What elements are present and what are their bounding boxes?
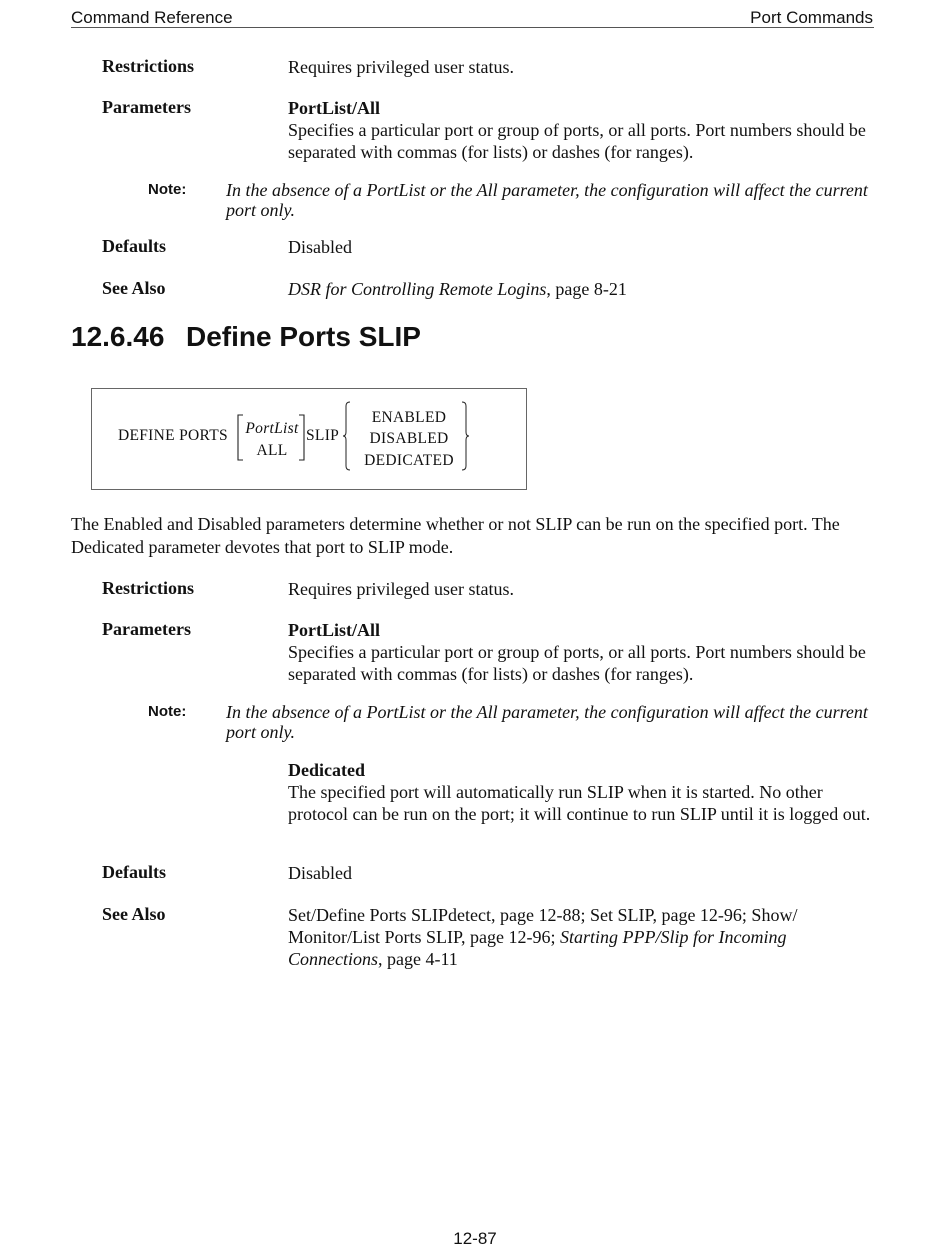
header-rule (71, 27, 874, 28)
see-also-page: , page 8-21 (546, 279, 627, 299)
syntax-option-enabled: ENABLED (371, 409, 447, 426)
syntax-option-portlist: PortList (245, 420, 299, 437)
see-also-text (288, 278, 878, 300)
note-text: In the absence of a PortList or the All parameter, the configuration will affect the current port only. (226, 702, 868, 742)
see-also-italic-reference: Starting PPP/Slip for Incoming Connections (288, 927, 787, 969)
section-title: Define Ports SLIP (186, 321, 421, 352)
restrictions-label: Restrictions (102, 56, 194, 76)
section-description: The Enabled and Disabled parameters determine whether or not SLIP can be run on the specified port. The Dedicated parameter devotes that port to SLIP mode. (71, 514, 840, 557)
defaults-label: Defaults (102, 236, 166, 256)
note-label: Note: (148, 181, 187, 198)
parameter-name: PortList/All (288, 620, 380, 640)
restrictions-text: Requires privileged user status. (288, 57, 514, 77)
syntax-keyword: SLIP (306, 427, 340, 444)
syntax-option-all: ALL (256, 442, 288, 459)
parameter-description: Specifies a particular port or group of ports, or all ports. Port numbers should be separated with commas (for lists) or dashes (for ranges). (288, 642, 866, 684)
left-brace (343, 402, 350, 470)
defaults-text: Disabled (288, 237, 352, 257)
running-header-left: Command Reference (71, 8, 233, 27)
parameters-label: Parameters (102, 97, 191, 117)
parameter-block (288, 97, 878, 163)
parameter-description: The specified port will automatically run SLIP when it is started. No other protocol can be run on the port; it will continue to run SLIP until it is logged out. (288, 782, 871, 824)
syntax-option-dedicated: DEDICATED (364, 452, 454, 469)
see-also-text (288, 904, 848, 970)
parameter-name: Dedicated (288, 760, 365, 780)
note-text: In the absence of a PortList or the All parameter, the configuration will affect the current port only. (226, 180, 868, 220)
section-number: 12.6.46 (71, 321, 165, 352)
syntax-option-disabled: DISABLED (369, 430, 449, 447)
syntax-command: DEFINE PORTS (118, 427, 228, 444)
see-also-reference: DSR for Controlling Remote Logins (288, 279, 547, 299)
restrictions-label: Restrictions (102, 578, 194, 598)
parameter-name: PortList/All (288, 98, 380, 118)
see-also-page: , page 4-11 (378, 949, 458, 969)
parameter-block-dedicated (288, 759, 878, 825)
see-also-label: See Also (102, 904, 166, 924)
defaults-text: Disabled (288, 863, 352, 883)
section-heading (71, 321, 421, 353)
see-also-label: See Also (102, 278, 166, 298)
note-label: Note: (148, 703, 187, 720)
defaults-label: Defaults (102, 862, 166, 882)
parameter-block (288, 619, 878, 685)
restrictions-text: Requires privileged user status. (288, 579, 514, 599)
parameters-label: Parameters (102, 619, 191, 639)
see-also-references: Set/Define Ports SLIPdetect, page 12-88; Set SLIP, page 12-96; Show/ Monitor/List Ports SLIP, page 12-96; (288, 905, 798, 947)
running-header-right: Port Commands (750, 8, 873, 27)
parameter-description: Specifies a particular port or group of ports, or all ports. Port numbers should be separated with commas (for lists) or dashes (for ranges). (288, 120, 866, 162)
page-number: 12-87 (453, 1229, 497, 1248)
